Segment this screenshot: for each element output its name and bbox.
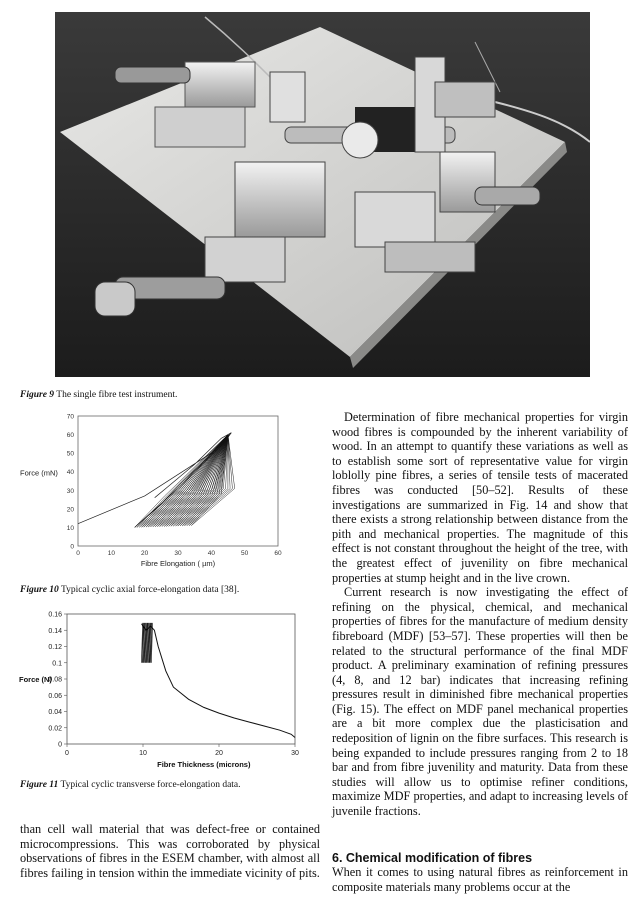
y-tick-label: 60 — [66, 432, 74, 440]
y-tick-label: 0.14 — [48, 627, 62, 635]
section-text-block — [332, 865, 628, 894]
figure-10-chart — [18, 408, 293, 578]
y-tick-label: 0.06 — [48, 692, 62, 700]
y-axis-label: Force (N) — [19, 675, 52, 684]
paragraph-1: Determination of fibre mechanical properties for virgin wood fibres is compounded by the inherent variability of wood. In an attempt to quantify these variations as well as to establish some sort of representative value for virgin loblolly pine fibres, a series of tensile tests of macerated fibres was conducted [50–52]. Results of these investigations are summarized in Fig. 14 and show that there exists a strong relationship between distance from the pith and mechanical properties. The magnitude of this effect is not constant throughout the height of the tree, with the greatest effect of juvenility on fibre mechanical properties at stump height and in the live crown. — [332, 410, 628, 585]
y-tick-label: 0 — [70, 543, 74, 551]
figure-10-svg — [18, 408, 293, 578]
figure-11-caption — [20, 779, 241, 791]
y-tick-label: 0.04 — [48, 709, 62, 716]
y-tick-label: 0.1 — [52, 660, 62, 668]
left-column-text — [20, 822, 320, 880]
series-line — [142, 624, 296, 738]
figure-11-svg — [15, 608, 305, 776]
y-tick-label: 50 — [66, 450, 74, 458]
figure-11-label: Figure 11 — [20, 780, 59, 790]
x-tick-label: 50 — [241, 550, 249, 557]
x-tick-label: 60 — [274, 550, 282, 557]
y-tick-label: 0.16 — [48, 611, 62, 619]
y-axis-label: Force (mN) — [20, 468, 58, 478]
section-text: When it comes to using natural fibres as reinforcement in composite materials many problems occur at the — [332, 865, 628, 894]
figure-9-photo — [55, 12, 590, 377]
y-tick-label: 0.08 — [48, 676, 62, 684]
y-tick-label: 70 — [66, 413, 74, 421]
y-tick-label: 0.02 — [48, 725, 62, 733]
y-tick-label: 10 — [66, 524, 74, 532]
test-instrument-illustration — [55, 12, 590, 377]
left-paragraph: than cell wall material that was defect-free or contained microcompressions. This was corroborated by physical observations of fibres in the ESEM chamber, with almost all fibres failing in tension within the immediate vicinity of pits. — [20, 822, 320, 880]
figure-11-text: Typical cyclic transverse force-elongation data. — [60, 780, 241, 790]
figure-10-label: Figure 10 — [20, 585, 59, 595]
paragraph-2: Current research is now investigating the effect of refining on the physical, chemical, and mechanical properties of fibres for the manufacture of medium density fibreboard (MDF) [53–57]. These properties will then be related to the structural performance of the final MDF product. A preliminary examination of refining pressures (4, 8, and 12 bar) indicates that increasing refining pressures result in diminished fibre mechanical properties (Fig. 15). The effect on MDF panel mechanical properties are a bit more complex due the plasticisation and redeposition of lignin on the fibre surfaces. This research is being expanded to include pressures ranging from 2 to 18 bar and from fibre juvenility and maturity. Data from these studies will allow us to optimise refiner conditions, maximize MDF properties, and adapt to increasing levels of juvenile fractions. — [332, 585, 628, 819]
x-tick-label: 30 — [291, 750, 299, 757]
y-tick-label: 0.12 — [48, 644, 62, 651]
figure-11-chart — [15, 608, 305, 776]
x-tick-label: 20 — [215, 750, 223, 757]
figure-9-label: Figure 9 — [20, 390, 55, 400]
figure-10-text: Typical cyclic axial force-elongation data [38]. — [61, 585, 240, 595]
figure-9-caption — [20, 389, 177, 401]
x-axis-label: Fibre Thickness (microns) — [157, 760, 251, 769]
y-tick-label: 20 — [66, 506, 74, 514]
right-column-text — [332, 410, 628, 819]
y-tick-label: 0 — [58, 741, 62, 749]
plot-area — [67, 614, 295, 744]
figure-10-caption — [20, 584, 239, 596]
figure-9-text: The single fibre test instrument. — [56, 390, 178, 400]
y-tick-label: 30 — [66, 487, 74, 495]
x-tick-label: 30 — [174, 550, 182, 557]
y-tick-label: 40 — [66, 469, 74, 477]
plot-area — [78, 416, 278, 546]
x-tick-label: 40 — [207, 550, 215, 557]
x-tick-label: 10 — [139, 750, 147, 757]
section-heading: 6. Chemical modification of fibres — [332, 851, 533, 865]
x-tick-label: 0 — [76, 550, 80, 557]
x-tick-label: 10 — [107, 550, 115, 557]
x-axis-label: Fibre Elongation ( µm) — [140, 559, 216, 568]
x-tick-label: 0 — [65, 750, 69, 757]
cycle-loop — [142, 435, 229, 528]
x-tick-label: 20 — [141, 550, 149, 557]
